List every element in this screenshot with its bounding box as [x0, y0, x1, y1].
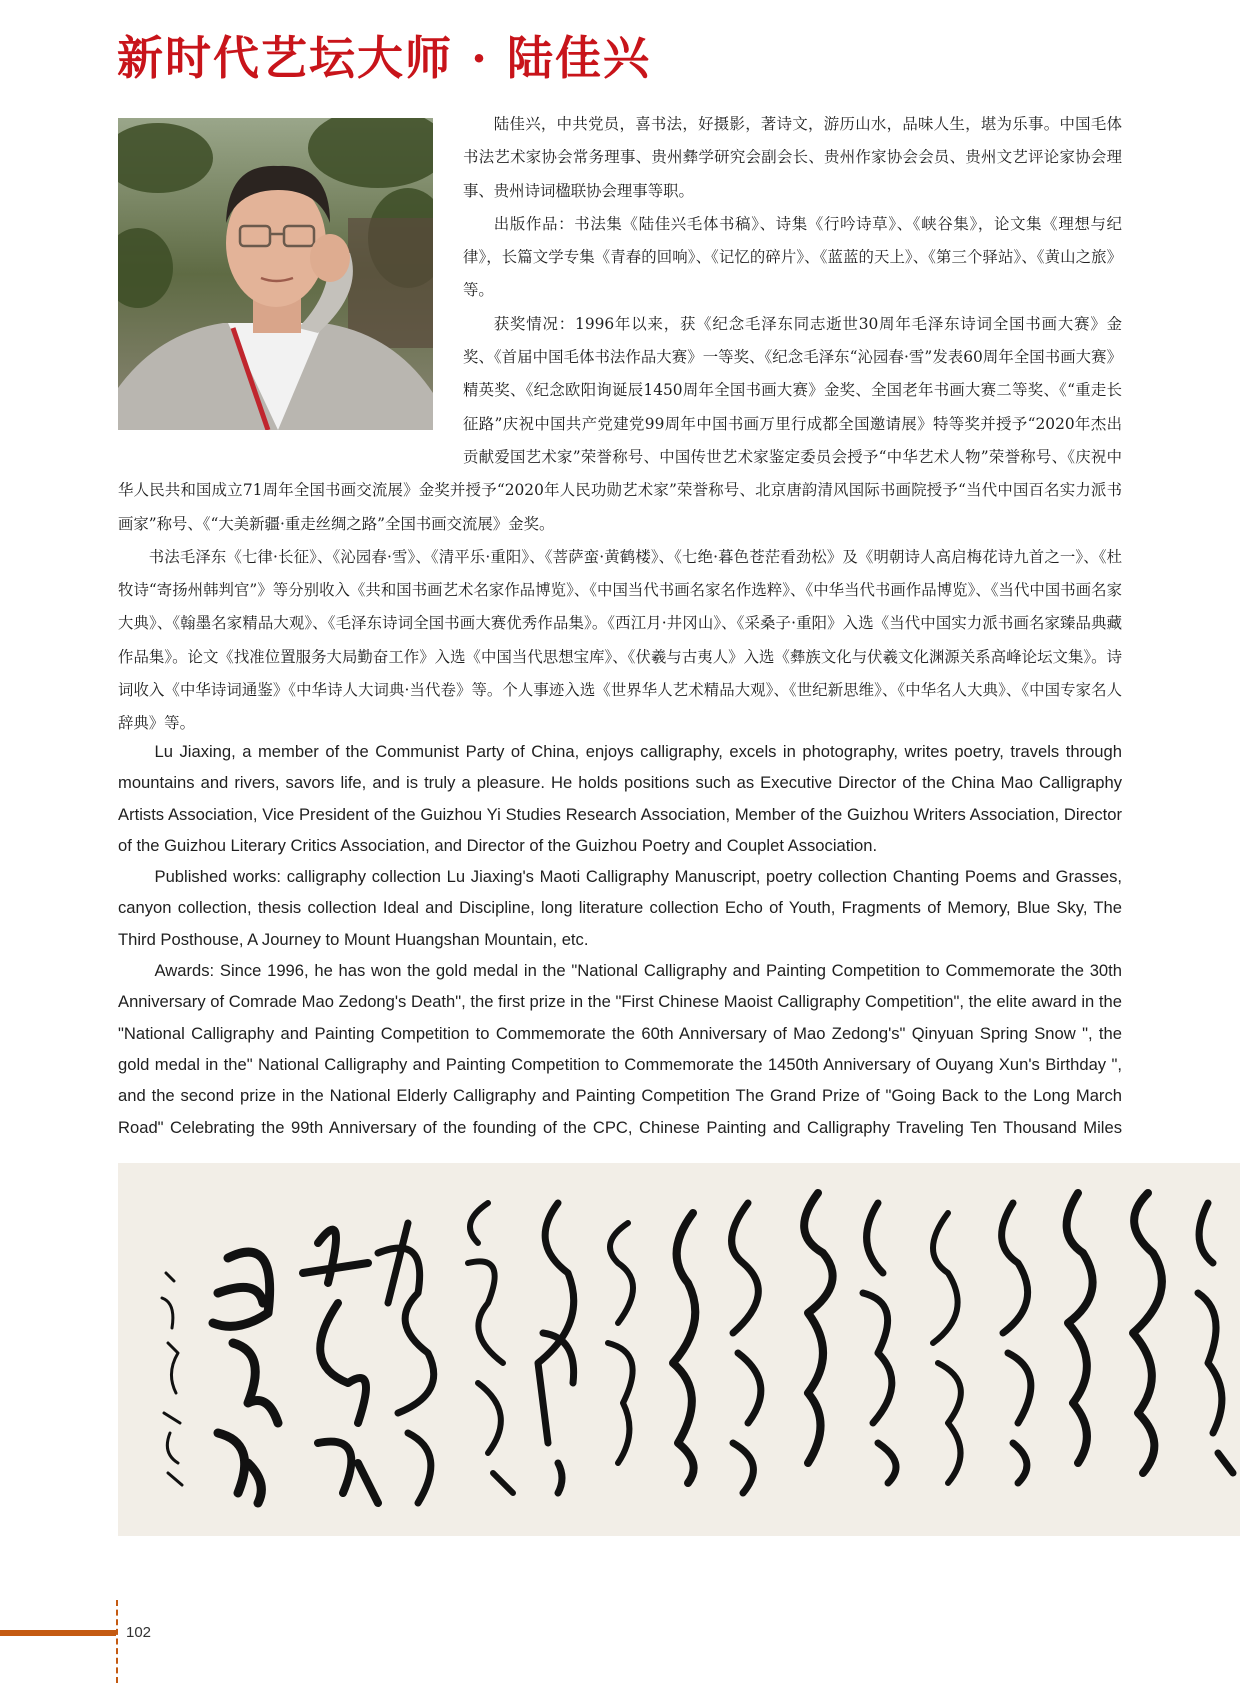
page-number: 102 — [126, 1624, 152, 1641]
bio-en-paragraph-awards: Awards: Since 1996, he has won the gold medal in the "National Calligraphy and Painting Competition to Commemorate the 30th Anniversary of Comrade Mao Zedong's Death", the first prize in the "First Chinese Maoist Calligraphy Competition", the elite award in the "National Calligraphy and Painting Competition to Commemorate the 60th Anniversary of Mao Zedong's" Qinyuan Spring Snow ", the gold medal in the" National Calligraphy and Painting Competition to Commemorate the 1450th Anniversary of Ouyang Xun's Birthday ", and the second prize in the National Elderly Calligraphy and Painting Competition The Grand Prize of "Going Back to the Long March Road" Celebrating the 99th Anniversary of the founding of the CPC, Chinese Painting and Calligraphy Traveling Ten Thousand Miles — [118, 961, 1122, 1137]
bio-cn-paragraph-collections: 书法毛泽东《七律·长征》、《沁园春·雪》、《清平乐·重阳》、《菩萨蛮·黄鹤楼》、《七绝·暮色苍茫看劲松》及《明朝诗人高启梅花诗九首之一》、《杜牧诗“寄扬州韩判官”》等分别收入《共和国书画艺术名家作品博览》、《中国当代书画名家名作选粹》、《中华当代书画作品博览》、《当代中国书画名家大典》、《翰墨名家精品大观》、《毛泽东诗词全国书画大赛优秀作品集》。《西江月·井冈山》、《采桑子·重阳》入选《当代中国实力派书画名家臻品典藏作品集》。论文《找准位置服务大局勤奋工作》入选《中国当代思想宝库》、《伏羲与古夷人》入选《彝族文化与伏羲文化渊源关系高峰论坛文集》。诗词收入《中华诗词通鉴》《中华诗人大词典·当代卷》等。个人事迹入选《世界华人艺术精品大观》、《世纪新思维》、《中华名人大典》、《中国专家名人辞典》等。 — [118, 547, 1122, 733]
photo-text-wrap — [118, 108, 463, 446]
bio-cn-paragraph-publications: 出版作品：书法集《陆佳兴毛体书稿》、诗集《行吟诗草》、《峡谷集》，论文集《理想与纪律》，长篇文学专集《青春的回响》、《记忆的碎片》、《蓝蓝的天上》、《第三个驿站》、《黄山之旅》等。 — [463, 214, 1122, 300]
biography-chinese — [118, 108, 1122, 741]
bio-en-paragraph-publications: Published works: calligraphy collection Lu Jiaxing's Maoti Calligraphy Manuscript, poetry collection Chanting Poems and Grasses, canyon collection, thesis collection Ideal and Discipline, long literature collection Echo of Youth, Fragments of Memory, Blue Sky, The Third Posthouse, A Journey to Mount Huangshan Mountain, etc. — [118, 867, 1122, 949]
page-title: 新时代艺坛大师 · 陆佳兴 — [117, 31, 652, 85]
bio-cn-paragraph-intro: 陆佳兴，中共党员，喜书法，好摄影，著诗文，游历山水，品味人生，堪为乐事。中国毛体书法艺术家协会常务理事、贵州彝学研究会副会长、贵州作家协会会员、贵州文艺评论家协会理事、贵州诗词楹联协会理事等职。 — [463, 115, 1122, 200]
calligraphy-artwork — [118, 1163, 1240, 1536]
footer-dashed-rule — [116, 1600, 118, 1683]
bio-en-paragraph-intro: Lu Jiaxing, a member of the Communist Party of China, enjoys calligraphy, excels in photography, writes poetry, travels through mountains and rivers, savors life, and is truly a pleasure. He holds positions such as Executive Director of the China Mao Calligraphy Artists Association, Vice President of the Guizhou Yi Studies Research Association, Member of the Guizhou Writers Association, Director of the Guizhou Literary Critics Association, and Director of the Guizhou Poetry and Couplet Association. — [118, 742, 1122, 855]
footer-accent-bar — [0, 1630, 116, 1636]
bio-cn-paragraph-awards: 获奖情况：1996年以来，获《纪念毛泽东同志逝世30周年毛泽东诗词全国书画大赛》金奖、《首届中国毛体书法作品大赛》一等奖、《纪念毛泽东“沁园春·雪”发表60周年全国书画大赛》精英奖、《纪念欧阳询诞辰1450周年全国书画大赛》金奖、全国老年书画大赛二等奖、《“重走长征路”庆祝中国共产党建党99周年中国书画万里行成都全国邀请展》特等奖并授予“2020年杰出贡献爱国艺术家”荣誉称号、中国传世艺术家鉴定委员会授予“中华艺术人物”荣誉称号、《庆祝中华人民共和国成立71周年全国书画交流展》金奖并授予“2020年人民功勋艺术家”荣誉称号、北京唐韵清风国际书画院授予“当代中国百名实力派书画家”称号、《“大美新疆·重走丝绸之路”全国书画交流展》金奖。 — [118, 314, 1122, 533]
biography-english — [118, 736, 1122, 1143]
